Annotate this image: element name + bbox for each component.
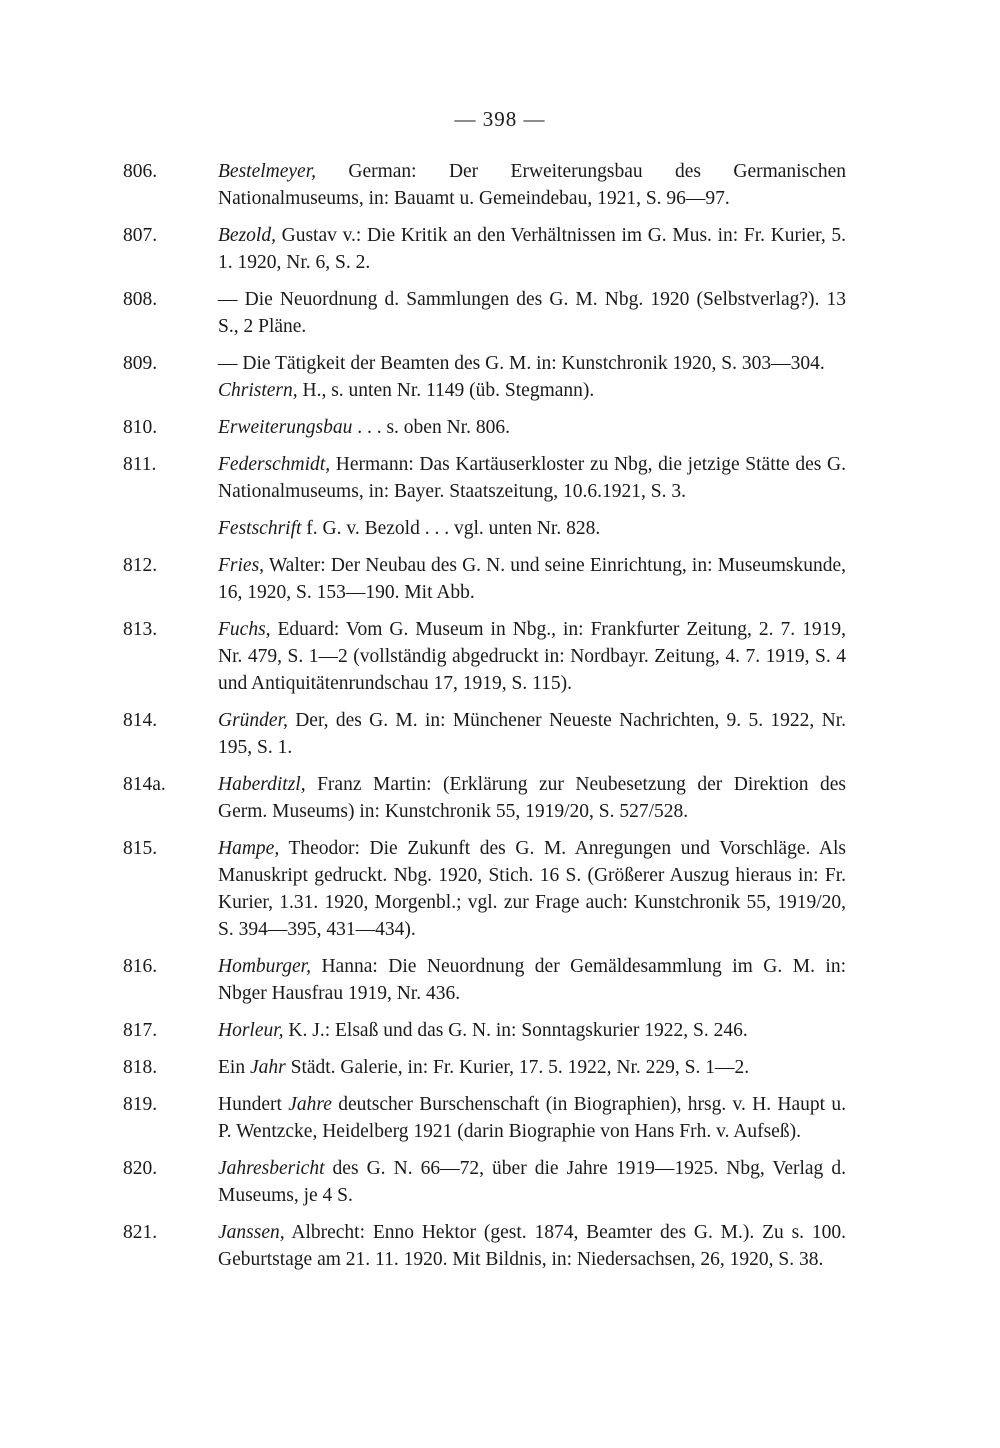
entry-number: 811.	[123, 454, 157, 475]
entry-number: 821.	[123, 1222, 158, 1243]
entry-text: des G. N. 66—72, über die Jahre 1919—1925. Nbg, Verlag d. Museums, je 4 S.	[218, 1158, 846, 1206]
cross-reference-festschrift	[188, 515, 846, 542]
entry-number: 817.	[123, 1020, 158, 1041]
bibliography-entry-814a	[123, 771, 846, 825]
bibliography-entry-818	[123, 1054, 846, 1081]
entry-author: Gründer,	[218, 710, 288, 731]
entry-prefix: Hundert	[218, 1094, 289, 1115]
entry-number: 807.	[123, 225, 158, 246]
entry-text: . . . s. oben Nr. 806.	[352, 417, 510, 438]
bibliography-entry-820	[123, 1155, 846, 1209]
entry-text: Gustav v.: Die Kritik an den Verhältnissen im G. Mus. in: Fr. Kurier, 5. 1. 1920, Nr. 6, S. 2.	[218, 225, 846, 273]
entry-text: Albrecht: Enno Hektor (gest. 1874, Beamter des G. M.). Zu s. 100. Geburtstage am 21. 11. 1920. Mit Bildnis, in: Niedersachsen, 26, 1920, S. 38.	[218, 1222, 846, 1270]
entry-text: Hermann: Das Kartäuserkloster zu Nbg, die jetzige Stätte des G. Nationalmuseums, in: Bayer. Staatszeitung, 10.6.1921, S. 3.	[218, 454, 846, 502]
bibliography-entry-816	[123, 953, 846, 1007]
entry-author: Festschrift	[218, 518, 302, 539]
entry-text: f. G. v. Bezold . . . vgl. unten Nr. 828.	[301, 518, 601, 539]
entry-author: Fries,	[218, 555, 265, 576]
bibliography-entry-812	[123, 552, 846, 606]
entry-text: deutscher Burschenschaft (in Biographien), hrsg. v. H. Haupt u. P. Wentzcke, Heidelberg 1921 (darin Biographie von Hans Frh. v. Aufseß).	[218, 1094, 846, 1142]
entry-number: 810.	[123, 417, 158, 438]
entry-author: Federschmidt,	[218, 454, 331, 475]
bibliography-entry-817	[123, 1017, 846, 1044]
bibliography-entry-815	[123, 835, 846, 943]
entry-author: Jahresbericht	[218, 1158, 325, 1179]
entry-text: — Die Tätigkeit der Beamten des G. M. in: Kunstchronik 1920, S. 303—304.	[218, 353, 825, 374]
entry-text: Städt. Galerie, in: Fr. Kurier, 17. 5. 1922, Nr. 229, S. 1—2.	[285, 1057, 750, 1078]
entry-number: 820.	[123, 1158, 158, 1179]
entry-text: Der, des G. M. in: Münchener Neueste Nachrichten, 9. 5. 1922, Nr. 195, S. 1.	[218, 710, 846, 758]
entry-text: Eduard: Vom G. Museum in Nbg., in: Frankfurter Zeitung, 2. 7. 1919, Nr. 479, S. 1—2 (vollständig abgedruckt in: Nordbayr. Zeitung, 4. 7. 1919, S. 4 und Antiquitätenrundschau 17, 1919, S. 115).	[218, 619, 846, 694]
bibliography-entry-813	[123, 616, 846, 697]
entry-author: Christern,	[218, 380, 298, 401]
bibliography-entry-814	[123, 707, 846, 761]
entry-number: 819.	[123, 1094, 158, 1115]
entry-author: Haberditzl,	[218, 774, 306, 795]
bibliography-entry-809	[123, 350, 846, 377]
entry-number: 809.	[123, 353, 158, 374]
entry-text: H., s. unten Nr. 1149 (üb. Stegmann).	[297, 380, 595, 401]
entry-text: Hanna: Die Neuordnung der Gemäldesammlung im G. M. in: Nbger Hausfrau 1919, Nr. 436.	[218, 956, 846, 1004]
page-number: — 398 —	[454, 107, 546, 131]
entry-text: German: Der Erweiterungsbau des Germanischen Nationalmuseums, in: Bauamt u. Gemeindebau, 1921, S. 96—97.	[218, 161, 846, 209]
entry-author: Bezold,	[218, 225, 276, 246]
entry-text: Franz Martin: (Erklärung zur Neubesetzung der Direktion des Germ. Museums) in: Kunstchronik 55, 1919/20, S. 527/528.	[218, 774, 846, 822]
bibliography-list	[123, 158, 846, 1283]
entry-author: Bestelmeyer,	[218, 161, 316, 182]
bibliography-entry-821	[123, 1219, 846, 1273]
bibliography-entry-810	[123, 414, 846, 441]
entry-number: 806.	[123, 161, 158, 182]
entry-number: 816.	[123, 956, 158, 977]
entry-author: Fuchs,	[218, 619, 271, 640]
entry-text: K. J.: Elsaß und das G. N. in: Sonntagskurier 1922, S. 246.	[283, 1020, 748, 1041]
entry-author: Jahr	[249, 1057, 286, 1078]
entry-number: 808.	[123, 289, 158, 310]
entry-author: Horleur,	[218, 1020, 284, 1041]
bibliography-entry-811	[123, 451, 846, 505]
entry-text: — Die Neuordnung d. Sammlungen des G. M. Nbg. 1920 (Selbstverlag?). 13 S., 2 Pläne.	[218, 289, 846, 337]
entry-number: 814.	[123, 710, 158, 731]
entry-author: Jahre	[288, 1094, 332, 1115]
entry-number: 812.	[123, 555, 158, 576]
bibliography-entry-819	[123, 1091, 846, 1145]
entry-author: Hampe,	[218, 838, 280, 859]
entry-text: Walter: Der Neubau des G. N. und seine Einrichtung, in: Museumskunde, 16, 1920, S. 153—190. Mit Abb.	[218, 555, 846, 603]
entry-number: 815.	[123, 838, 158, 859]
bibliography-entry-808	[123, 286, 846, 340]
cross-reference-christern	[188, 377, 846, 404]
entry-author: Homburger,	[218, 956, 311, 977]
entry-number: 814a.	[123, 774, 166, 795]
entry-text: Theodor: Die Zukunft des G. M. Anregungen und Vorschläge. Als Manuskript gedruckt. Nbg. 1920, Stich. 16 S. (Größerer Auszug hieraus in: Fr. Kurier, 1.31. 1920, Morgenbl.; vgl. zur Frage auch: Kunstchronik 55, 1919/20, S. 394—395, 431—434).	[218, 838, 846, 940]
entry-author: Janssen,	[218, 1222, 285, 1243]
entry-number: 818.	[123, 1057, 158, 1078]
bibliography-entry-807	[123, 222, 846, 276]
entry-number: 813.	[123, 619, 158, 640]
entry-prefix: Ein	[218, 1057, 250, 1078]
entry-author: Erweiterungsbau	[218, 417, 353, 438]
bibliography-entry-806	[123, 158, 846, 212]
